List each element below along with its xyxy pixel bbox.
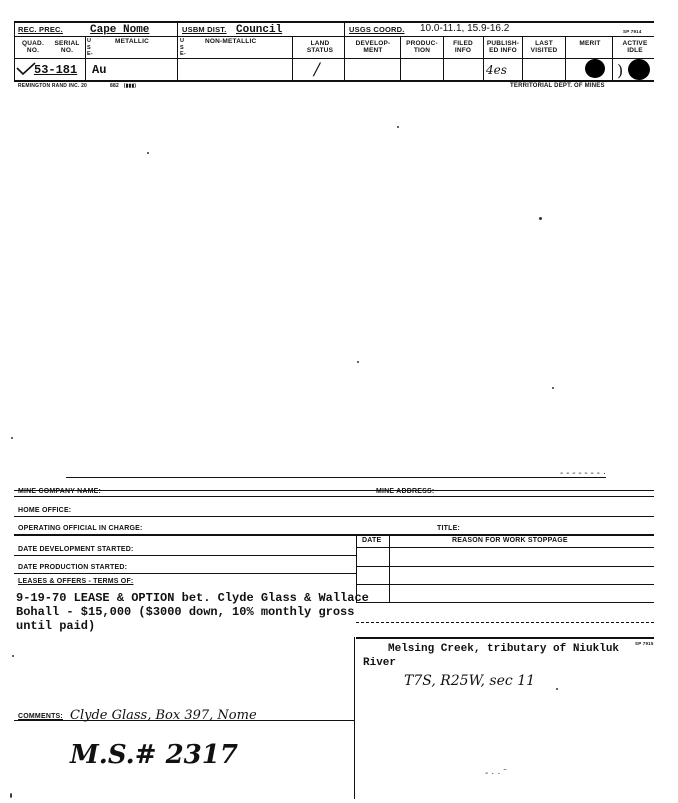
scan-speck — [539, 217, 542, 220]
col-filed-info: FILED INFO — [453, 40, 473, 54]
scan-speck — [147, 152, 149, 154]
col-published-info: PUBLISH-ED INFO — [486, 40, 520, 54]
usgs-dist-value: Council — [236, 24, 283, 36]
location-line-2: River — [363, 657, 397, 669]
scan-speck — [556, 688, 558, 690]
scan-speck — [10, 793, 12, 798]
date-col-label: DATE — [362, 537, 382, 544]
metallic-prefix: U S E- — [87, 38, 93, 57]
edge-curve: - - - - - - - · — [560, 468, 607, 479]
col-serial-no: SERIAL NO. — [54, 40, 80, 54]
col-land-status: LAND STATUS — [306, 40, 334, 54]
non-metallic-prefix: U S E- — [180, 38, 186, 57]
active-blot — [628, 59, 650, 80]
usgs-coord-label: USGS COORD. — [349, 25, 405, 34]
location-form-number: SP 7915 — [635, 641, 654, 646]
title-label: TITLE: — [437, 525, 460, 532]
reason-col-label: REASON FOR WORK STOPPAGE — [452, 537, 568, 544]
scan-speck — [397, 126, 399, 128]
leases-label: LEASES & OFFERS - TERMS OF: — [18, 578, 134, 585]
serial-value: 53-181 — [34, 63, 78, 77]
operating-official-label: OPERATING OFFICIAL IN CHARGE: — [18, 525, 143, 532]
scan-speck — [552, 387, 554, 389]
lease-text-line-2: Bohall - $15,000 ($3000 down, 10% monthly gross — [16, 605, 355, 619]
scan-speck — [11, 437, 13, 439]
mine-address-label: MINE ADDRESS: — [376, 488, 435, 495]
location-legal-description: T7S, R25W, sec 11 — [404, 673, 536, 689]
scan-speck — [12, 655, 14, 657]
usgs-coord-value: 10.0-11.1, 15.9-16.2 — [420, 23, 510, 34]
form-number: SP 7914 — [623, 29, 642, 34]
comments-label: COMMENTS: — [18, 713, 63, 720]
lease-text-line-1: 9-19-70 LEASE & OPTION bet. Clyde Glass & Wallace — [16, 591, 369, 605]
merit-blot — [585, 59, 605, 78]
pencil-marks: - · · ˉ — [485, 768, 507, 779]
rec-prec-value: Cape Nome — [90, 24, 150, 36]
dept-line: TERRITORIAL DEPT. OF MINES — [510, 83, 605, 89]
home-office-label: HOME OFFICE: — [18, 507, 72, 514]
rec-prec-label: REC. PREC. — [18, 25, 63, 34]
col-merit: MERIT — [579, 40, 601, 47]
land-status-mark: / — [314, 60, 320, 80]
active-curve: ) — [617, 61, 624, 80]
mine-company-label: MINE COMPANY NAME: — [18, 488, 102, 495]
date-prod-label: DATE PRODUCTION STARTED: — [18, 564, 128, 571]
col-quad-no: QUAD. NO. — [22, 40, 44, 54]
col-last-visited: LAST VISITED — [530, 40, 558, 54]
scan-speck — [357, 361, 359, 363]
lease-text-line-3: until paid) — [16, 619, 96, 633]
checkmark-icon — [16, 62, 36, 76]
printer-line: REMINGTON RAND INC. 20 — [18, 83, 88, 89]
usgs-dist-label: USBM DIST. — [182, 25, 227, 34]
col-metallic: METALLIC — [115, 38, 149, 45]
col-non-metallic: NON-METALLIC — [205, 38, 257, 45]
col-development: DEVELOP-MENT — [355, 40, 391, 54]
col-active-idle: ACTIVE IDLE — [622, 40, 648, 54]
printer-code: 882 (▮▮▮) — [110, 83, 137, 89]
published-mark: 4es — [486, 63, 507, 77]
location-line-1: Melsing Creek, tributary of Niukluk — [388, 643, 620, 655]
comments-handwritten: Clyde Glass, Box 397, Nome — [70, 708, 257, 723]
metallic-value: Au — [92, 63, 107, 77]
col-production: PRODUC-TION — [406, 40, 438, 54]
mineral-survey-number: M.S.# 2317 — [70, 740, 238, 770]
date-dev-label: DATE DEVELOPMENT STARTED: — [18, 546, 134, 553]
